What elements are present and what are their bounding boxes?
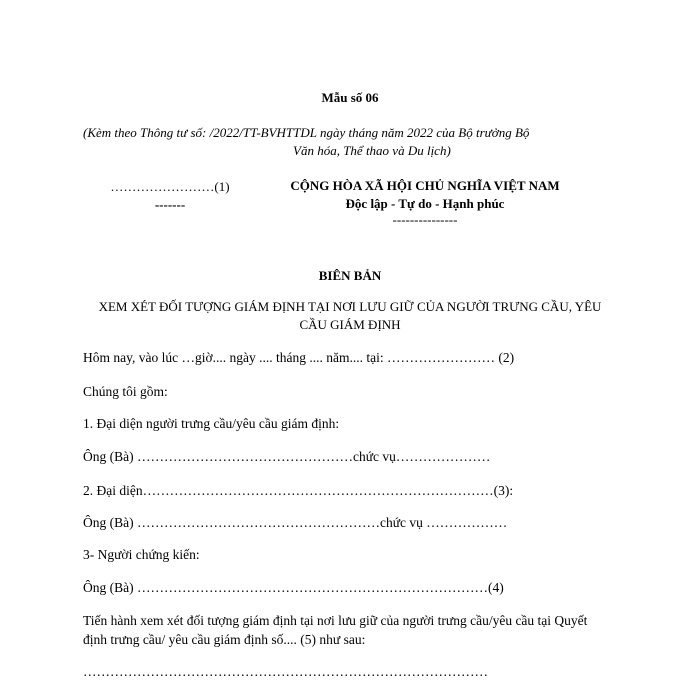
document-title: BIÊN BẢN bbox=[318, 268, 382, 283]
left-header-org: ……………………(1) bbox=[110, 179, 230, 194]
left-header-dash: ------- bbox=[154, 197, 186, 212]
section-1-person-row: Ông (Bà) …………………………………………chức vụ………………… bbox=[83, 449, 491, 464]
subtitle-line1: XEM XÉT ĐỐI TƯỢNG GIÁM ĐỊNH TẠI NƠI LƯU GIỮ CỦA NGƯỜI TRƯNG CẦU, YÊU bbox=[98, 299, 602, 314]
attachment-note-line1: (Kèm theo Thông tư số: /2022/TT-BVHTTDL ngày tháng năm 2022 của Bộ trưởng Bộ bbox=[83, 125, 530, 140]
section-3-heading: 3- Người chứng kiến: bbox=[83, 547, 200, 562]
participants-heading: Chúng tôi gồm: bbox=[83, 384, 168, 399]
attachment-note bbox=[83, 124, 623, 160]
section-2-person-row: Ông (Bà) ………………………………………………chức vụ ……………… bbox=[83, 515, 508, 530]
country-name: CỘNG HÒA XÃ HỘI CHỦ NGHĨA VIỆT NAM bbox=[290, 178, 560, 193]
form-number: Mẫu số 06 bbox=[321, 90, 379, 105]
dotted-fill-line: ……………………………………………………………………………… bbox=[83, 664, 488, 679]
section-2-heading: 2. Đại diện……………………………………………………………………(3): bbox=[83, 483, 514, 498]
motto-underline: --------------- bbox=[392, 212, 458, 227]
national-motto: Độc lập - Tự do - Hạnh phúc bbox=[345, 196, 505, 211]
section-1-heading: 1. Đại diện người trưng cầu/yêu cầu giám định: bbox=[83, 416, 340, 431]
proceed-line1: Tiến hành xem xét đối tượng giám định tại nơi lưu giữ của người trưng cầu/yêu cầu tại Quyết bbox=[83, 613, 588, 628]
section-3-person-row: Ông (Bà) ……………………………………………………………………(4) bbox=[83, 580, 504, 595]
intro-line: Hôm nay, vào lúc …giờ.... ngày .... tháng .... năm.... tại: …………………… (2) bbox=[83, 350, 515, 365]
attachment-note-line2: Văn hóa, Thể thao và Du lịch) bbox=[293, 143, 451, 158]
subtitle-line2: CẦU GIÁM ĐỊNH bbox=[299, 317, 401, 332]
proceed-line2: định trưng cầu/ yêu cầu giám định số.... (5) như sau: bbox=[83, 632, 366, 647]
